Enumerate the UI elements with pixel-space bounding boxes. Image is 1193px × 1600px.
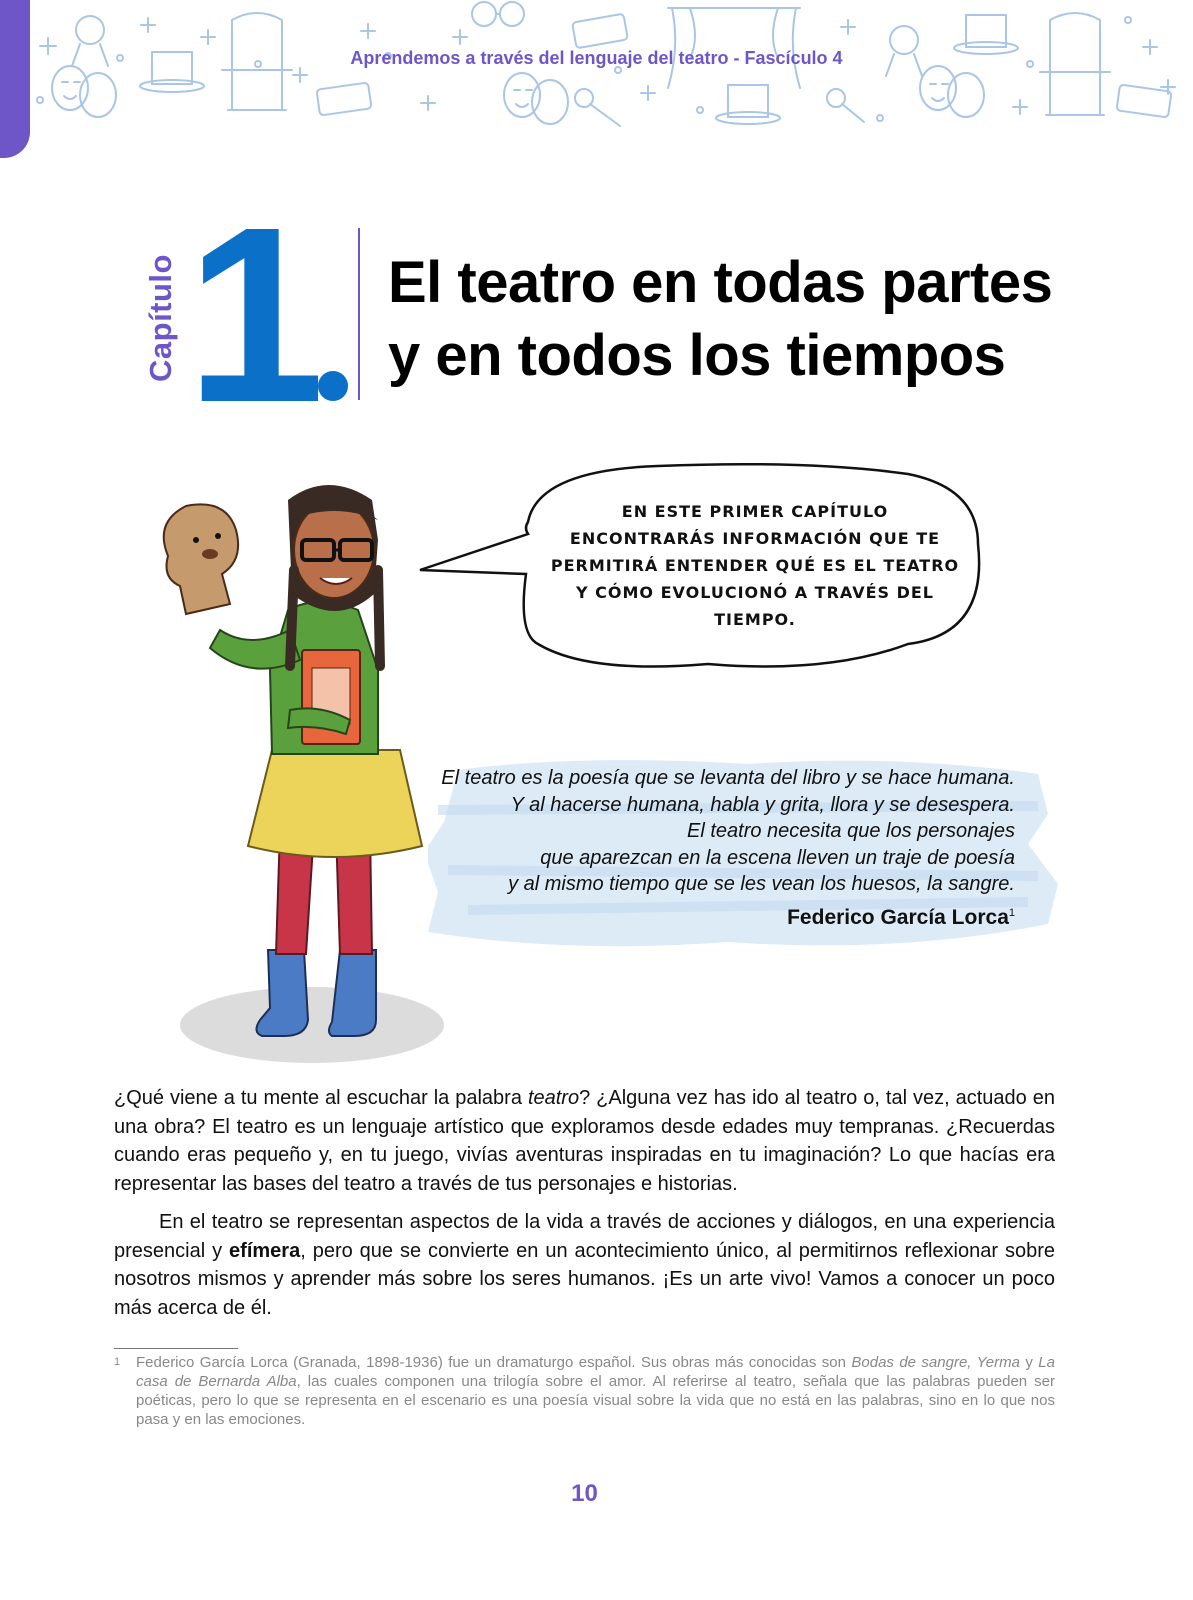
header-doodle-band — [0, 0, 1193, 150]
theater-masks-icon — [920, 66, 984, 117]
text-run: En el teatro se representan aspectos de la vida a través de acciones y diálogos, en una experiencia presencial y — [114, 1211, 1055, 1262]
page-number: 10 — [571, 1480, 598, 1507]
bubble-line: TIEMPO. — [714, 610, 796, 629]
text-run: , las cuales componen una trilogía sobre el amor. Al referirse al teatro, señala que las palabras pueden ser poéticas, pero lo que se representa en el escenario es una poesía visual sobre la vida que no está en las palabras, sino en lo que nos pasa y en las emociones. — [136, 1373, 1055, 1428]
bubble-line: EN ESTE PRIMER CAPÍTULO — [621, 502, 889, 521]
quote-line: y al mismo tiempo que se les vean los huesos, la sangre. — [508, 873, 1015, 895]
footnote-rule — [114, 1348, 238, 1349]
emphasis: teatro — [527, 1087, 580, 1109]
microphone-icon — [827, 89, 864, 122]
bold-term: efímera — [229, 1239, 301, 1262]
quote-line: El teatro es la poesía que se levanta del libro y se hace humana. — [441, 767, 1015, 789]
text-run: ¿Qué viene a tu mente al escuchar la palabra — [114, 1087, 528, 1109]
running-header: Aprendemos a través del lenguaje del teatro - Fascículo 4 — [350, 48, 843, 68]
bubble-line: Y CÓMO EVOLUCIONÓ A TRAVÉS DEL — [576, 583, 934, 602]
quote-line: El teatro necesita que los personajes — [687, 820, 1015, 842]
quote-author-name: Federico García Lorca — [787, 906, 1009, 929]
bubble-line: PERMITIRÁ ENTENDER QUÉ ES EL TEATRO — [550, 556, 960, 575]
chapter-number-dot — [318, 371, 348, 401]
speech-bubble-text — [545, 498, 965, 633]
chapter-number: 1 — [186, 175, 318, 454]
chapter-title-line2: y en todos los tiempos — [388, 323, 1006, 388]
text-run: , pero que se convierte en un acontecimiento único, al permitirnos reflexionar sobre nosotros mismos y aprender más sobre los seres humanos. ¡Es un arte vivo! Vamos a conocer un poco más acerca de él. — [114, 1239, 1055, 1319]
paragraph-1 — [114, 1084, 1055, 1198]
emphasis: La casa de Bernarda Alba — [136, 1354, 1055, 1390]
theater-masks-icon — [504, 73, 568, 124]
binoculars-icon — [472, 2, 524, 26]
top-hat-icon — [716, 85, 780, 124]
side-tab — [0, 0, 30, 158]
chapter-divider — [358, 228, 360, 400]
text-run: Federico García Lorca (Granada, 1898-1936) fue un dramaturgo español. Sus obras más conocidas son — [136, 1354, 852, 1371]
footnote-mark: 1 — [114, 1356, 121, 1368]
ticket-icon — [572, 14, 628, 49]
chapter-label: Capítulo — [143, 254, 178, 382]
text-run: ? ¿Alguna vez has ido al teatro o, tal vez, actuado en una obra? El teatro es un lenguaje artístico que exploramos desde edades muy tempranas. ¿Recuerdas cuando eras pequeño y, en tu juego, vivías aventuras inspiradas en tu imaginación? Lo que hacías era representar las bases del teatro a través de tus personajes e historias. — [114, 1087, 1056, 1195]
girl-with-puppet-illustration — [150, 470, 450, 1070]
chapter-title-line1: El teatro en todas partes — [388, 250, 1053, 315]
theater-masks-icon — [52, 66, 116, 117]
emphasis: Bodas de sangre, Yerma — [851, 1354, 1020, 1371]
lorca-quote — [441, 765, 1015, 898]
footnote — [114, 1353, 1055, 1429]
ticket-icon — [1116, 85, 1171, 118]
theater-doodles — [0, 0, 1193, 150]
quote-author — [787, 906, 1015, 930]
bubble-line: ENCONTRARÁS INFORMACIÓN QUE TE — [569, 529, 941, 548]
footnote-ref: 1 — [1008, 907, 1015, 919]
footnote-text — [136, 1353, 1055, 1429]
body-text — [114, 1084, 1055, 1332]
quote-line: que aparezcan en la escena lleven un traje de poesía — [540, 846, 1015, 869]
text-run: y — [1019, 1354, 1039, 1371]
microphone-icon — [575, 89, 620, 126]
ticket-icon — [316, 83, 371, 116]
quote-line: Y al hacerse humana, habla y grita, llora y se desespera. — [510, 793, 1015, 816]
chapter-title — [388, 246, 1052, 392]
paragraph-2 — [114, 1208, 1055, 1322]
